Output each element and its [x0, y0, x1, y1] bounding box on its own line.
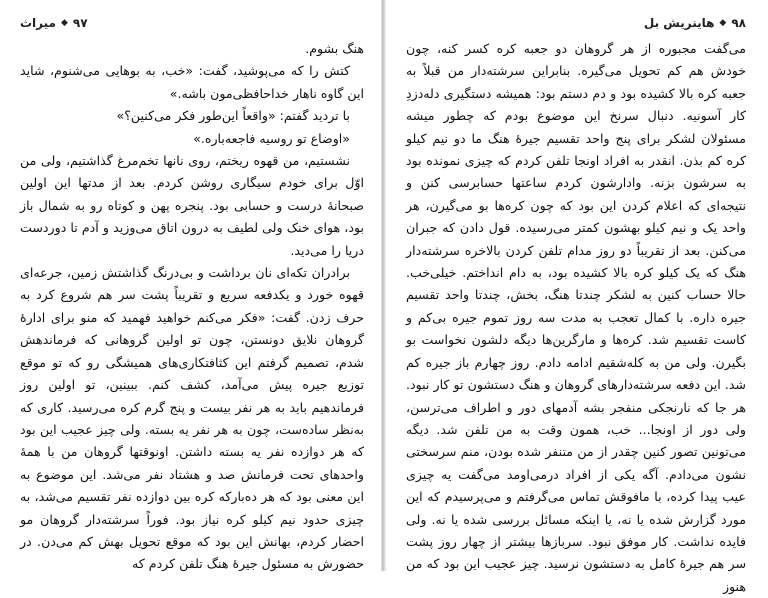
- right-running-title: هاینریش بل: [643, 16, 715, 30]
- left-running-title: میراث: [20, 16, 56, 30]
- left-page-text: [20, 38, 364, 576]
- paragraph: با تردید گفتم: «واقعاً این‌طور فکر می‌کنین؟»: [116, 108, 350, 124]
- right-page: [386, 0, 768, 594]
- paragraph: هنگ بشوم.: [305, 41, 364, 56]
- right-page-header: [406, 0, 746, 30]
- paragraph: «اوضاع تو روسیه فاجعه‌باره.»: [193, 130, 350, 146]
- paragraph: می‌گفت مجبوره از هر گروهان دو جعبه کره کسر کنه، چون خودش هم کم تحویل می‌گیره. بنابراین سرشته‌دار من قبلاً به جعبه کره بالا کشیده بود و دم دستم بود: همیشه دستگیری دله‌دزدِ کار آسونیه. دنبال سرنخ این موضوع بودم که چطور میشه مسئولان لشکر برای پنج واحد تقسیم جیرهٔ هنگ ما دو نیم کیلو کره کم بذن. انقدر به افراد اونجا تلفن کردم که چیزی نمونده بود به سرشون بزنه. وادارشون کردم ساعتها حسابرسی کنن و نتیجه‌ای که اعلام کردن این بود که چون کره‌ها بو می‌گیرن، هر واحد یک و نیم کیلو بهشون کمتر می‌رسیده. قول دادن که جبران می‌کنن. بعد از تقریباً دو روز مدام تلفن کردن بالاخره سرشته‌دار هنگ که یک کیلو کره بالا کشیده بود، به دام انداختم. خیلی‌خب. حالا حساب کنین به لشکر چندتا هنگ، بخش، چندتا واحد تقسیم جیره داره. با کمال تعجب به مدت سه روز تموم جیره بی‌کم و کاست تقسیم شد. کره‌ها و مارگرین‌ها دیگه دلشون نخواست بو بگیرن. ولی من به کله‌شقیم ادامه دادم. روز چهارم باز جیره کم شد. این دفعه سرشته‌دارهای گروهان و هنگ دستشون تو کار نبود. هر جا که نارنجکی منفجر بشه آدمهای دور و اطراف می‌ترسن، ولی دور از اونجا... خب، همون وقت به من تلفن شد. دیگه می‌تونین تصور کنین چقدر از من متنفر شده بودن، منم سرسختی نشون می‌دادم. آگه یکی از افراد درمی‌اومد می‌گفت یه چیزی عیب پیدا کرده، با مافوقش تماس می‌گرفتم و می‌پرسیدم که این مورد گزارش شده یا نه، یا اینکه مسائل بررسی شده یا نه. ولی فایده نداشت. کار موفق نبود. سربازها بیشتر از چهار روز پشت سر هم جیرهٔ کامل به دستشون نرسید. چیز عجیب این بود که من هنوز: [406, 41, 746, 594]
- paragraph: برادران تکه‌ای نان برداشت و بی‌درنگ گذاشتش زمین، جرعه‌ای قهوه خورد و یکدفعه سریع و تقریباً پشت سر هم شروع کرد به حرف زدن. گفت: «فکر می‌کنم خواهید فهمید که منو برای ادارهٔ گروهان نلایق دونستن، چون تو اولین گروهانی که فرماندهش شدم، تصمیم گرفتم این کثافتکاری‌های همیشگی رو که تو موقع توزیع جیره پیش می‌آمد، کشف کنم. ببینین، تو اولین روز فرماندهیم باید به هر نفر بیست و پنج گرم کره می‌رسید. کاری که به‌نظر ساده‌ست، چون به هر نفر یه بسته. ولی چیز عجیب این بود که هر دوازده نفر یه بسته داشتن. اونوقتها گروهان من با همهٔ واحدهای تحت فرمانش صد و هشتاد نفر می‌شد. این موضوع به این معنی بود که هر دەبارکه کره بین دوازده نفر تقسیم می‌شد، به چیزی حدود نیم کیلو کره نیاز بود. فوراً سرشته‌دار گروهان مو احضار کردم، بهانش این بود که موقع تحویل بهش کم می‌دن. در حضورش به مسئول جیرهٔ هنگ تلفن کردم که: [20, 265, 364, 572]
- paragraph: کتش را که می‌پوشید، گفت: «خب، به بوهایی می‌شنوم، شاید این گاوه ناهار خداحافظی‌مون باشه.»: [20, 63, 364, 101]
- paragraph: نشستیم، من قهوه ریختم، روی نانها تخم‌مرغ گذاشتیم، ولی من اوّل برای خودم سیگاری روشن کردم. بعد از مدتها این اولین صبحانهٔ درست و حسابی بود. پنجره پهن و کوتاه رو به شمال باز بود، هوای خنک ولی لطیف به درون اتاق می‌وزید و آدم تا دوردست دریا را می‌دید.: [20, 153, 364, 258]
- right-page-text: [406, 38, 746, 598]
- left-header-group: [20, 16, 88, 30]
- right-page-number: ۹۸: [731, 16, 746, 30]
- right-header-group: [644, 16, 746, 30]
- diamond-ornament-icon: ◆: [60, 18, 68, 28]
- left-page: [0, 0, 382, 571]
- diamond-ornament-icon: ◆: [719, 18, 727, 28]
- left-page-number: ۹۷: [72, 16, 88, 30]
- left-page-header: [20, 0, 364, 30]
